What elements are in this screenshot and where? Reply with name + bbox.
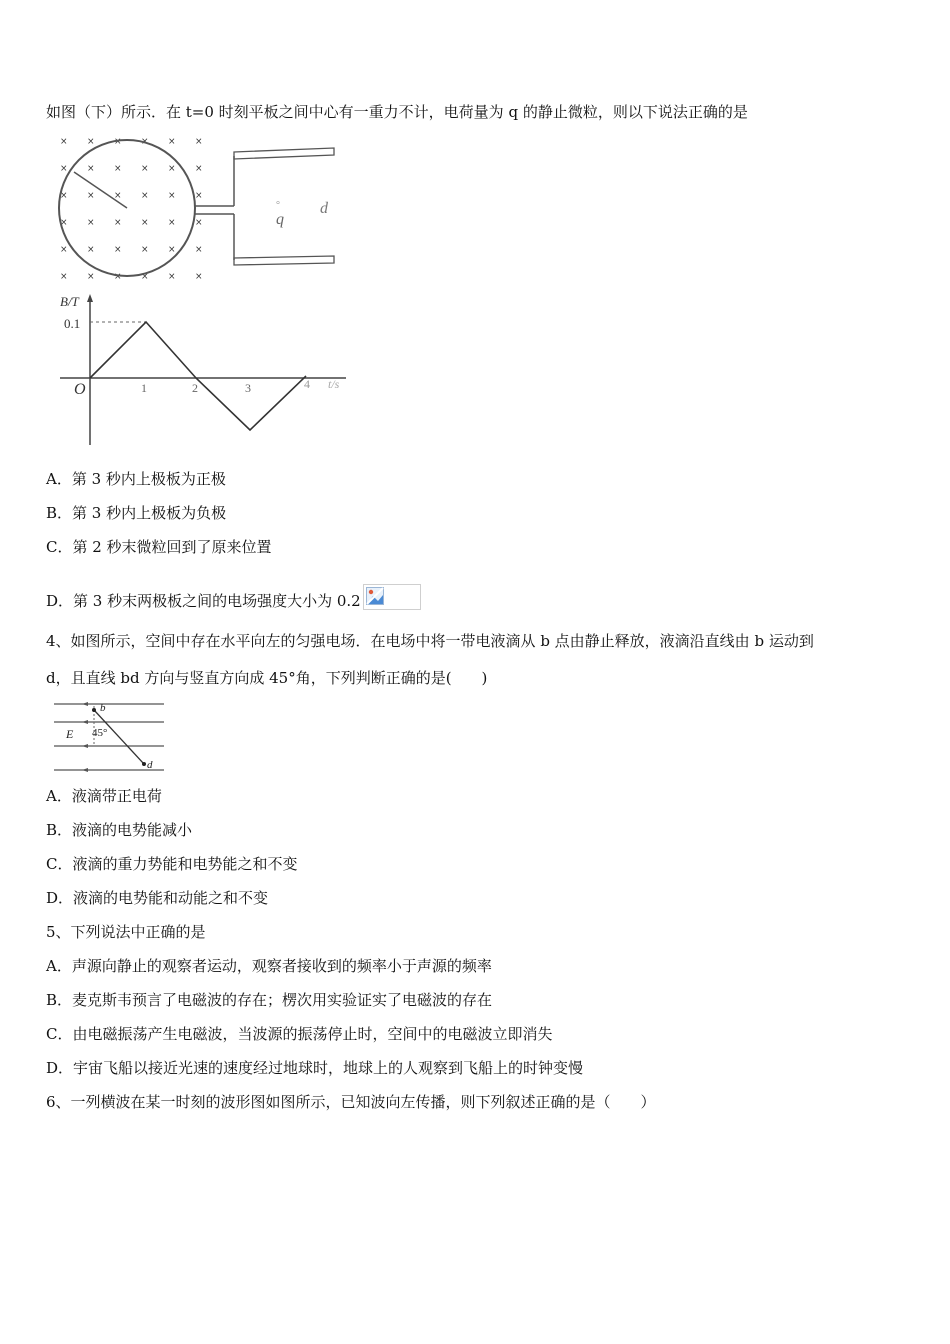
field-mark: × [114,191,122,201]
q4-option-d: D．液滴的电势能和动能之和不变 [46,889,269,907]
field-mark: × [141,245,149,255]
field-mark: × [168,164,176,174]
q6-stem: 6、一列横波在某一时刻的波形图如图所示，已知波向左传播，则下列叙述正确的是（ ） [46,1093,656,1111]
t-tick-3: 3 [245,381,251,395]
b-curve [90,322,306,430]
q5-stem: 5、下列说法中正确的是 [46,923,206,941]
gap-label: d [320,200,328,217]
q5-option-d: D．宇宙飞船以接近光速的速度经过地球时，地球上的人观察到飞船上的时钟变慢 [46,1059,584,1077]
q3-option-b: B．第 3 秒内上极板为负极 [46,504,227,522]
field-mark: × [87,272,95,282]
q5-option-a: A．声源向静止的观察者运动，观察者接收到的频率小于声源的频率 [46,957,492,975]
field-mark: × [168,191,176,201]
origin-label: O [74,381,86,398]
field-mark: × [168,218,176,228]
field-mark: × [60,137,68,147]
point-b [92,708,96,712]
field-mark: × [87,164,95,174]
broken-image-icon [363,584,421,610]
point-d [142,762,146,766]
field-mark: × [141,191,149,201]
charge-label: q [276,211,284,228]
q3-option-c: C．第 2 秒末微粒回到了原来位置 [46,538,272,556]
q4-stem-line1: 4、如图所示，空间中存在水平向左的匀强电场．在电场中将一带电液滴从 b 点由静止释放，液滴沿直线由 b 运动到 [46,632,814,650]
field-mark: × [60,191,68,201]
q3-field-figure [52,136,342,286]
field-mark: × [195,137,203,147]
field-mark: × [195,191,203,201]
b-axis-label: B/T [60,294,79,309]
q3-option-d-text: D．第 3 秒末两极板之间的电场强度大小为 0.2 [46,592,361,610]
q3-option-a: A．第 3 秒内上极板为正极 [46,470,226,488]
field-mark: × [168,272,176,282]
field-mark: × [195,272,203,282]
field-mark: × [141,164,149,174]
field-mark: × [168,137,176,147]
t-tick-4: 4 [304,377,310,391]
q3-option-d [46,584,421,611]
field-mark: × [114,137,122,147]
field-mark: × [87,245,95,255]
field-mark: × [114,164,122,174]
field-mark: × [195,218,203,228]
t-axis-label: t/s [328,377,340,391]
field-mark: × [141,272,149,282]
field-mark: × [114,218,122,228]
field-mark: × [141,137,149,147]
q4-field-figure [52,700,167,776]
q4-option-b: B．液滴的电势能减小 [46,821,193,839]
upper-plate [234,148,334,159]
field-mark: × [87,191,95,201]
q3-stem: 如图（下）所示．在 t=0 时刻平板之间中心有一重力不计，电荷量为 q 的静止微粒，则以下说法正确的是 [46,103,748,121]
field-mark: × [114,272,122,282]
radius-line [74,172,127,208]
t-tick-2: 2 [192,381,198,395]
field-mark: × [195,164,203,174]
field-mark: × [114,245,122,255]
b-label: b [100,702,106,714]
field-mark: × [195,245,203,255]
field-mark: × [60,164,68,174]
svg-text:°: ° [276,200,280,211]
b-tick-label: 0.1 [64,316,81,331]
angle-label: 45° [92,727,108,739]
q4-stem-line2: d，且直线 bd 方向与竖直方向成 45°角，下列判断正确的是( ) [46,669,488,687]
d-label: d [147,759,153,771]
field-mark: × [60,272,68,282]
e-label: E [66,727,74,741]
field-mark: × [141,218,149,228]
q3-bt-graph [56,290,366,450]
t-tick-1: 1 [141,381,147,395]
field-mark: × [87,137,95,147]
q5-option-b: B．麦克斯韦预言了电磁波的存在；楞次用实验证实了电磁波的存在 [46,991,493,1009]
field-mark: × [60,245,68,255]
field-mark: × [168,245,176,255]
q4-option-c: C．液滴的重力势能和电势能之和不变 [46,855,298,873]
q5-option-c: C．由电磁振荡产生电磁波，当波源的振荡停止时，空间中的电磁波立即消失 [46,1025,553,1043]
field-mark: × [60,218,68,228]
q4-option-a: A．液滴带正电荷 [46,787,162,805]
field-mark: × [87,218,95,228]
lower-plate [234,256,334,265]
